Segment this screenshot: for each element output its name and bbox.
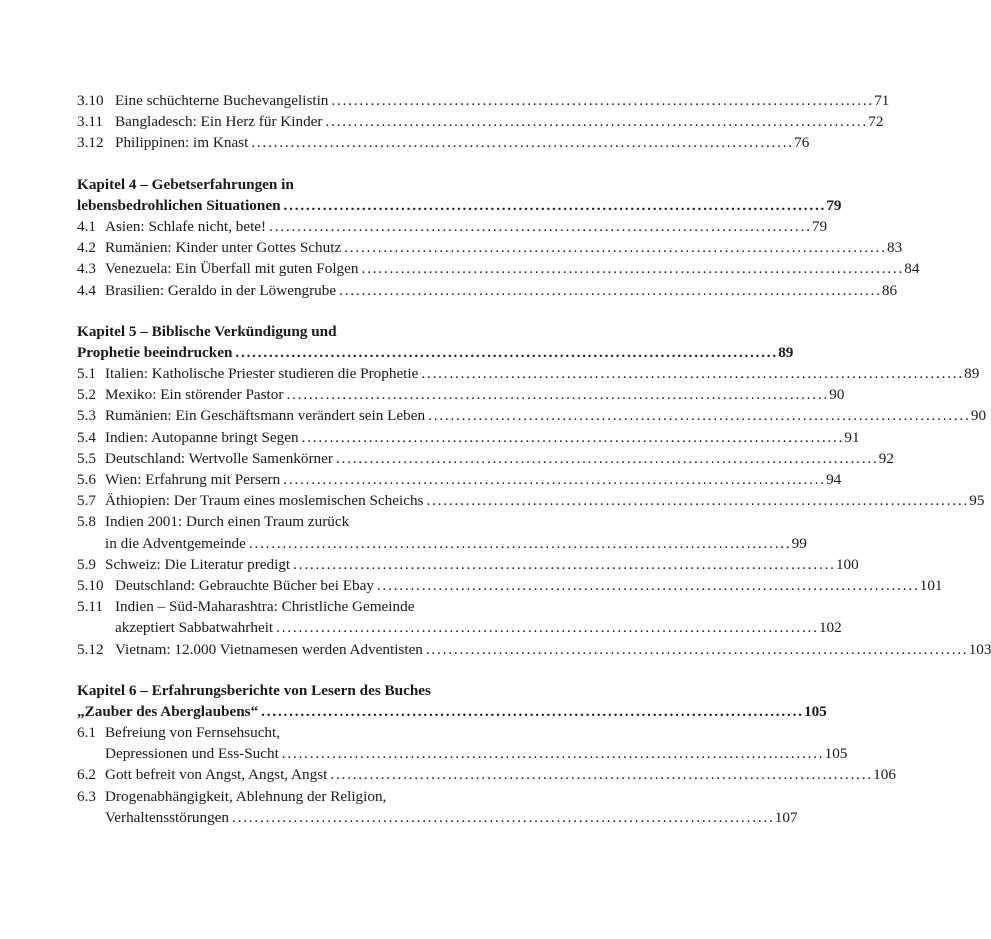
entry-page: 89 (964, 365, 980, 383)
entry-number: 5.10 (77, 576, 104, 594)
entry-title-line: Indien 2001: Durch einen Traum zurück (105, 513, 350, 531)
entry-title: Venezuela: Ein Überfall mit guten Folgen (105, 260, 359, 278)
toc-entry-4-1 (77, 216, 828, 237)
entry-number: 6.3 (77, 787, 96, 805)
dot-leader (377, 575, 917, 596)
entry-title: Mexiko: Ein störender Pastor (105, 386, 284, 404)
entry-title: Depressionen und Ess-Sucht (105, 745, 279, 763)
entry-page: 90 (970, 407, 987, 425)
toc-entry-4-2 (77, 237, 903, 258)
toc-entry-6-1-cont (77, 743, 848, 764)
entry-title: Asien: Schlafe nicht, bete! (105, 217, 267, 235)
entry-number: 5.5 (77, 449, 96, 467)
toc-entry-5-7 (77, 490, 985, 511)
dot-leader (269, 216, 809, 237)
toc-entry-5-6 (77, 469, 842, 490)
entry-number: 5.6 (77, 471, 96, 488)
chapter-title-line: Kapitel 6 – Erfahrungsberichte von Lesern des Buches (77, 681, 431, 699)
entry-number: 4.2 (77, 239, 96, 257)
dot-leader (339, 280, 879, 301)
dot-leader (283, 469, 823, 490)
dot-leader (232, 807, 772, 828)
dot-leader (282, 743, 822, 764)
dot-leader (336, 448, 876, 469)
chapter-6-heading (77, 680, 536, 701)
chapter-page: 89 (778, 343, 794, 361)
dot-leader (344, 237, 884, 258)
section-spacer (77, 660, 536, 680)
toc-entry-6-2 (77, 764, 896, 785)
entry-title: Gott befreit von Angst, Angst, Angst (105, 766, 328, 784)
toc-entry-5-9 (77, 554, 859, 575)
entry-title: Verhaltensstörungen (105, 808, 229, 826)
entry-title: Schweiz: Die Literatur predigt (105, 555, 291, 573)
entry-title: Wien: Erfahrung mit Persern (105, 471, 281, 488)
dot-leader (421, 363, 961, 384)
dot-leader (426, 490, 966, 511)
table-of-contents (77, 90, 991, 828)
entry-number: 3.11 (77, 113, 104, 131)
entry-page: 94 (826, 471, 842, 488)
entry-number: 5.7 (77, 492, 96, 510)
toc-entry-5-3 (77, 405, 987, 426)
entry-title: in die Adventgemeinde (105, 534, 246, 552)
toc-entry-4-3 (77, 258, 920, 279)
entry-number: 5.3 (77, 407, 96, 425)
entry-page: 105 (824, 745, 848, 763)
entry-page: 79 (811, 217, 828, 235)
toc-entry-4-4 (77, 280, 898, 301)
entry-page: 91 (844, 428, 860, 446)
toc-entry-3-10 (77, 90, 890, 111)
chapter-4-heading (77, 174, 536, 195)
entry-number: 5.4 (77, 428, 96, 446)
entry-page: 101 (919, 576, 943, 594)
entry-number: 5.11 (77, 598, 104, 616)
chapter-page: 79 (826, 196, 842, 214)
chapter-5-heading-cont (77, 342, 794, 363)
entry-page: 106 (873, 766, 896, 784)
dot-leader (235, 342, 775, 363)
entry-title: Eine schüchterne Buchevangelistin (115, 92, 329, 109)
entry-title: Italien: Katholische Priester studieren die Prophetie (105, 365, 419, 383)
toc-entry-6-1 (77, 722, 536, 743)
entry-title: Deutschland: Gebrauchte Bücher bei Ebay (115, 576, 374, 594)
entry-number: 4.3 (77, 260, 96, 278)
toc-entry-5-2 (77, 384, 845, 405)
section-spacer (77, 154, 536, 174)
dot-leader (302, 427, 842, 448)
dot-leader (286, 384, 826, 405)
toc-entry-5-1 (77, 363, 980, 384)
entry-page: 92 (878, 449, 894, 467)
chapter-title-line: Prophetie beeindrucken (77, 343, 233, 361)
entry-page: 86 (881, 281, 898, 299)
entry-title: Äthiopien: Der Traum eines moslemischen Scheichs (105, 492, 424, 510)
entry-page: 71 (874, 92, 890, 109)
dot-leader (428, 405, 968, 426)
entry-number: 6.1 (77, 724, 96, 742)
chapter-title-line: lebensbedrohlichen Situationen (77, 196, 281, 214)
toc-entry-3-12 (77, 132, 810, 153)
entry-number: 3.12 (77, 134, 104, 152)
dot-leader (276, 617, 816, 638)
entry-number: 5.8 (77, 513, 96, 531)
entry-page: 102 (818, 619, 842, 637)
entry-title: Rumänien: Ein Geschäftsmann verändert sein Leben (105, 407, 426, 425)
entry-number: 3.10 (77, 92, 104, 109)
toc-entry-6-3 (77, 786, 536, 807)
dot-leader (284, 195, 824, 216)
toc-entry-5-8-cont (77, 533, 807, 554)
toc-entry-5-5 (77, 448, 894, 469)
toc-entry-3-11 (77, 111, 884, 132)
entry-number: 5.2 (77, 386, 96, 404)
entry-number: 5.12 (77, 640, 104, 658)
entry-title: Deutschland: Wertvolle Samenkörner (105, 449, 333, 467)
entry-page: 107 (774, 808, 798, 826)
chapter-title-line: Kapitel 5 – Biblische Verkündigung und (77, 322, 337, 340)
entry-number: 6.2 (77, 766, 96, 784)
entry-page: 103 (968, 640, 991, 658)
entry-number: 5.9 (77, 555, 96, 573)
chapter-4-heading-cont (77, 195, 842, 216)
dot-leader (261, 701, 801, 722)
entry-number: 4.1 (77, 217, 96, 235)
entry-title-line: Indien – Süd-Maharashtra: Christliche Gemeinde (115, 598, 415, 616)
entry-number: 5.1 (77, 365, 96, 383)
entry-page: 84 (904, 260, 920, 278)
dot-leader (361, 258, 901, 279)
dot-leader (426, 639, 966, 660)
entry-title-line: Befreiung von Fernsehsucht, (105, 724, 281, 742)
toc-entry-5-4 (77, 427, 860, 448)
entry-title: Bangladesch: Ein Herz für Kinder (115, 113, 323, 131)
entry-title: akzeptiert Sabbatwahrheit (115, 619, 274, 637)
chapter-5-heading (77, 321, 536, 342)
toc-entry-5-8 (77, 511, 536, 532)
entry-title: Indien: Autopanne bringt Segen (105, 428, 299, 446)
dot-leader (249, 533, 789, 554)
chapter-title-line: Kapitel 4 – Gebetserfahrungen in (77, 175, 294, 193)
dot-leader (330, 764, 870, 785)
chapter-page: 105 (803, 702, 827, 720)
entry-page: 76 (794, 134, 810, 152)
dot-leader (293, 554, 833, 575)
entry-title-line: Drogenabhängigkeit, Ablehnung der Religion, (105, 787, 387, 805)
chapter-6-heading-cont (77, 701, 827, 722)
dot-leader (331, 90, 871, 111)
dot-leader (251, 132, 791, 153)
entry-title: Rumänien: Kinder unter Gottes Schutz (105, 239, 342, 257)
entry-title: Brasilien: Geraldo in der Löwengrube (105, 281, 337, 299)
toc-entry-5-10 (77, 575, 943, 596)
toc-entry-5-11 (77, 596, 536, 617)
dot-leader (326, 111, 866, 132)
toc-entry-5-12 (77, 639, 991, 660)
entry-page: 99 (791, 534, 807, 552)
entry-page: 100 (835, 555, 859, 573)
entry-title: Vietnam: 12.000 Vietnamesen werden Adventisten (115, 640, 423, 658)
entry-title: Philippinen: im Knast (115, 134, 249, 152)
entry-page: 72 (868, 113, 884, 131)
entry-number: 4.4 (77, 281, 96, 299)
toc-entry-5-11-cont (77, 617, 842, 638)
toc-entry-6-3-cont (77, 807, 798, 828)
entry-page: 90 (829, 386, 845, 404)
entry-page: 95 (969, 492, 985, 510)
section-spacer (77, 301, 536, 321)
chapter-title-line: „Zauber des Aberglaubens“ (77, 702, 259, 720)
entry-page: 83 (887, 239, 903, 257)
